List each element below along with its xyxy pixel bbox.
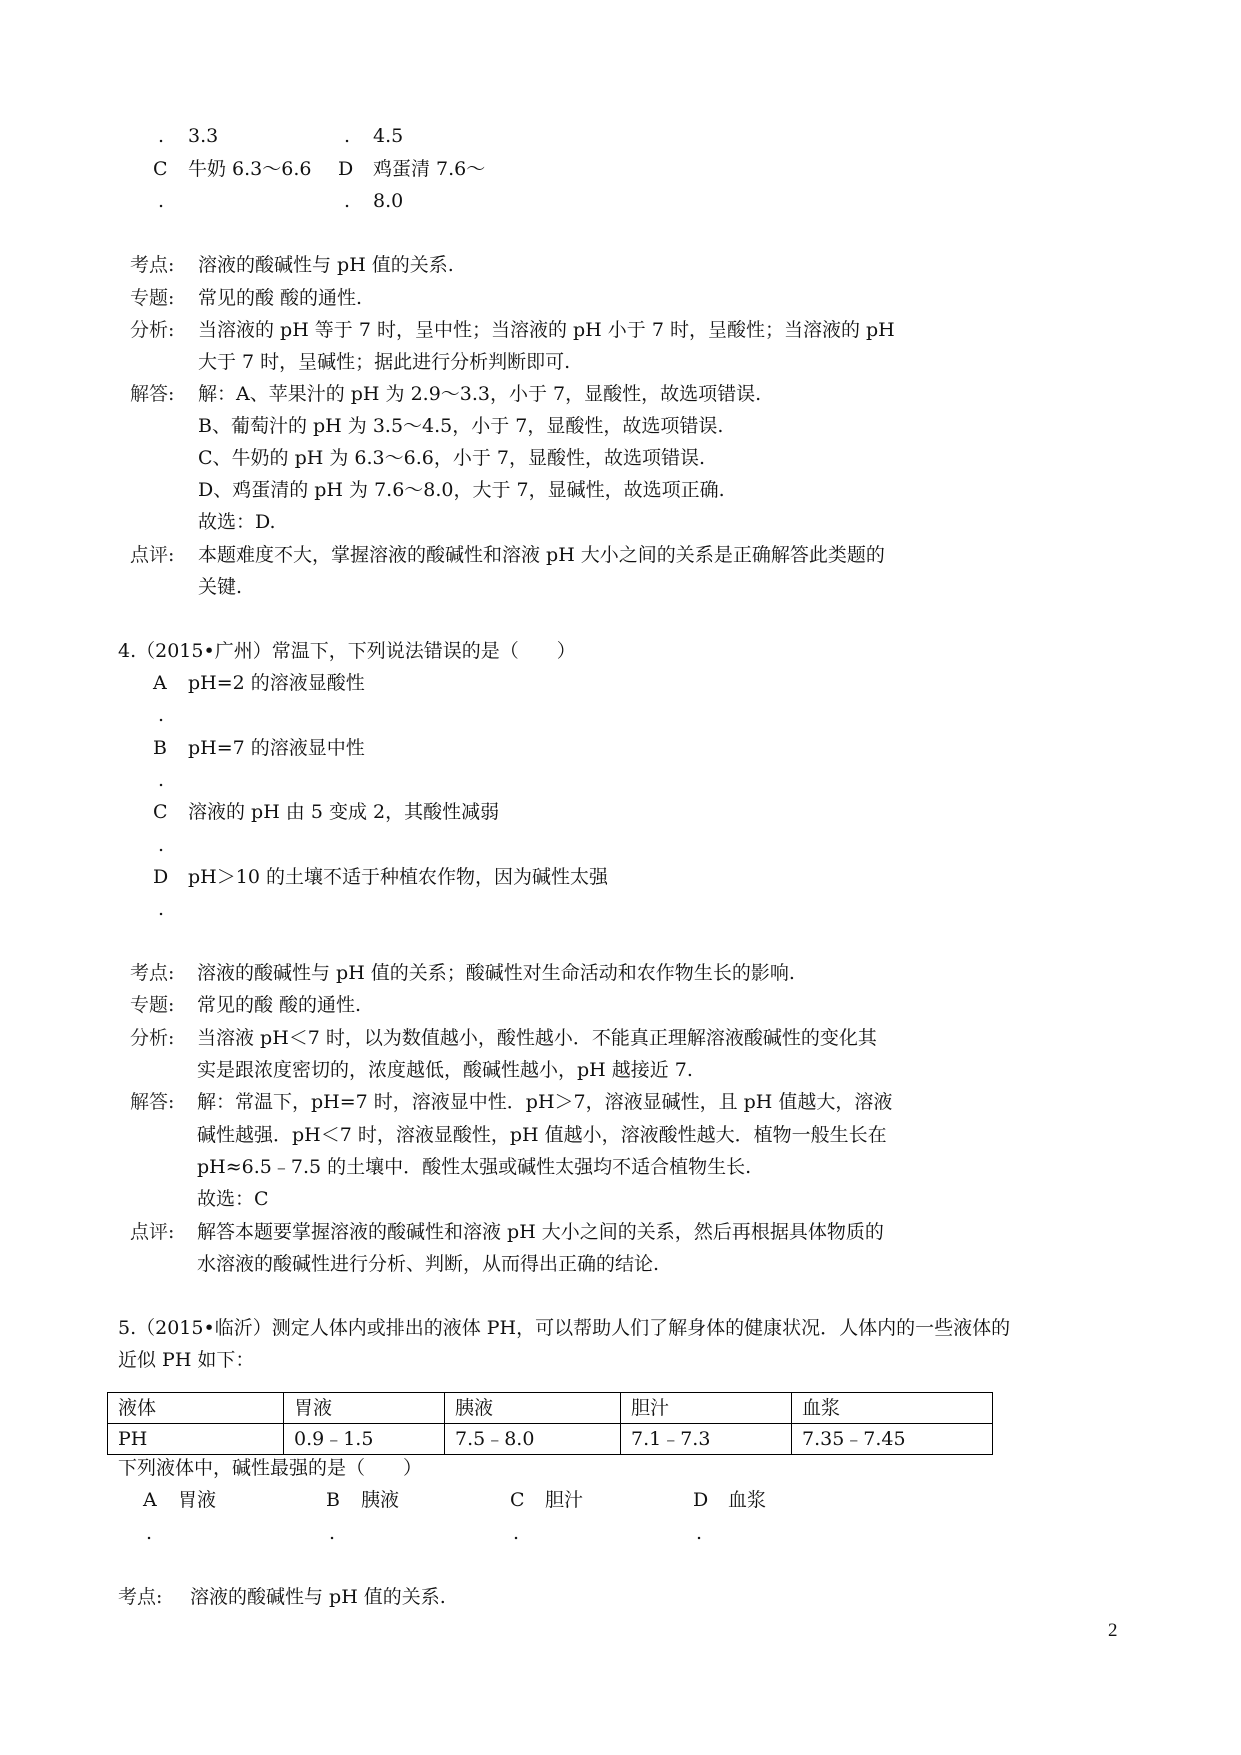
q4-jieda-label: 解答: xyxy=(130,1091,175,1113)
q5-stem-line-1: 5.（2015•临沂）测定人体内或排出的液体 PH，可以帮助人们了解身体的健康状况．人体内的一些液体的 xyxy=(118,1317,1011,1339)
table-cell: 液体 xyxy=(108,1393,284,1424)
q5-option-a-dot: . xyxy=(146,1522,153,1544)
q5-question: 下列液体中，碱性最强的是（ ） xyxy=(118,1457,423,1479)
q3-option-c-letter: C xyxy=(153,158,168,180)
q5-kaodian-label: 考点: xyxy=(118,1586,163,1608)
q3-option-d-letter: D xyxy=(338,158,354,180)
q4-zhuanti-text: 常见的酸 酸的通性. xyxy=(197,994,362,1016)
table-cell: 7.35﹣7.45 xyxy=(792,1424,993,1455)
q3-option-d-text: 鸡蛋清 7.6～ xyxy=(373,158,486,180)
q4-kaodian-text: 溶液的酸碱性与 pH 值的关系；酸碱性对生命活动和农作物生长的影响. xyxy=(197,962,795,984)
page-number: 2 xyxy=(1108,1620,1118,1641)
q5-kaodian-text: 溶液的酸碱性与 pH 值的关系. xyxy=(190,1586,446,1608)
q4-option-d-text: pH＞10 的土壤不适于种植农作物，因为碱性太强 xyxy=(188,866,608,888)
q5-option-b-letter: B xyxy=(326,1489,340,1511)
q3-option-a-value: 3.3 xyxy=(188,125,219,147)
q3-option-a-dot: . xyxy=(158,125,165,147)
q4-option-c-dot: . xyxy=(158,834,165,856)
q4-option-a-letter: A xyxy=(153,672,167,694)
q5-option-a-letter: A xyxy=(143,1489,157,1511)
q3-option-d-dot: . xyxy=(344,190,351,212)
q4-option-a-text: pH=2 的溶液显酸性 xyxy=(188,672,365,694)
table-cell: 胃液 xyxy=(284,1393,445,1424)
q3-dianping-line-2: 关键. xyxy=(198,576,243,598)
q5-option-a-text: 胃液 xyxy=(178,1489,217,1511)
q3-kaodian-text: 溶液的酸碱性与 pH 值的关系. xyxy=(198,254,454,276)
q3-jieda-line-3: C、牛奶的 pH 为 6.3～6.6，小于 7，显酸性，故选项错误. xyxy=(198,447,705,469)
q3-option-c-dot: . xyxy=(158,190,165,212)
q4-option-b-text: pH=7 的溶液显中性 xyxy=(188,737,365,759)
ph-table xyxy=(107,1392,993,1455)
table-cell: PH xyxy=(108,1424,284,1455)
q5-option-d-letter: D xyxy=(693,1489,709,1511)
q4-fenxi-line-1: 当溶液 pH＜7 时，以为数值越小，酸性越小．不能真正理解溶液酸碱性的变化其 xyxy=(197,1027,877,1049)
table-cell: 7.1﹣7.3 xyxy=(621,1424,792,1455)
q3-jieda-line-4: D、鸡蛋清的 pH 为 7.6～8.0，大于 7，显碱性，故选项正确. xyxy=(198,479,725,501)
q5-option-c-dot: . xyxy=(513,1522,520,1544)
q4-fenxi-label: 分析: xyxy=(130,1027,175,1049)
table-row xyxy=(108,1424,993,1455)
table-cell: 胰液 xyxy=(445,1393,621,1424)
q3-option-b-dot: . xyxy=(344,125,351,147)
q3-option-c-text: 牛奶 6.3～6.6 xyxy=(188,158,312,180)
q3-fenxi-label: 分析: xyxy=(130,319,175,341)
q3-dianping-line-1: 本题难度不大，掌握溶液的酸碱性和溶液 pH 大小之间的关系是正确解答此类题的 xyxy=(198,544,885,566)
q3-option-b-value: 4.5 xyxy=(373,125,404,147)
q3-option-d-value: 8.0 xyxy=(373,190,404,212)
table-cell: 7.5﹣8.0 xyxy=(445,1424,621,1455)
q3-fenxi-line-2: 大于 7 时，呈碱性；据此进行分析判断即可. xyxy=(198,351,571,373)
q4-jieda-line-4: 故选：C xyxy=(197,1188,269,1210)
q5-option-b-text: 胰液 xyxy=(361,1489,400,1511)
table-header-row xyxy=(108,1393,993,1424)
q3-dianping-label: 点评: xyxy=(130,544,175,566)
q5-option-d-text: 血浆 xyxy=(728,1489,767,1511)
q4-jieda-line-3: pH≈6.5﹣7.5 的土壤中．酸性太强或碱性太强均不适合植物生长. xyxy=(197,1156,752,1178)
q4-fenxi-line-2: 实是跟浓度密切的，浓度越低，酸碱性越小，pH 越接近 7. xyxy=(197,1059,693,1081)
q3-fenxi-line-1: 当溶液的 pH 等于 7 时，呈中性；当溶液的 pH 小于 7 时，呈酸性；当溶液的 pH xyxy=(198,319,895,341)
q4-jieda-line-1: 解：常温下，pH=7 时，溶液显中性．pH＞7，溶液显碱性，且 pH 值越大，溶液 xyxy=(197,1091,893,1113)
q4-dianping-line-2: 水溶液的酸碱性进行分析、判断，从而得出正确的结论. xyxy=(197,1253,660,1275)
q5-option-c-letter: C xyxy=(510,1489,525,1511)
q5-option-d-dot: . xyxy=(696,1522,703,1544)
q3-jieda-line-2: B、葡萄汁的 pH 为 3.5～4.5，小于 7，显酸性，故选项错误. xyxy=(198,415,724,437)
q5-option-b-dot: . xyxy=(329,1522,336,1544)
q3-zhuanti-label: 专题: xyxy=(130,287,175,309)
q4-option-b-dot: . xyxy=(158,769,165,791)
q3-kaodian-label: 考点: xyxy=(130,254,175,276)
q3-jieda-line-1: 解：A、苹果汁的 pH 为 2.9～3.3，小于 7，显酸性，故选项错误. xyxy=(198,383,762,405)
q4-jieda-line-2: 碱性越强．pH＜7 时，溶液显酸性，pH 值越小，溶液酸性越大．植物一般生长在 xyxy=(197,1124,887,1146)
q3-zhuanti-text: 常见的酸 酸的通性. xyxy=(198,287,363,309)
q4-option-a-dot: . xyxy=(158,704,165,726)
q4-kaodian-label: 考点: xyxy=(130,962,175,984)
q5-stem-line-2: 近似 PH 如下： xyxy=(118,1349,255,1371)
q4-option-b-letter: B xyxy=(153,737,167,759)
q4-dianping-label: 点评: xyxy=(130,1221,175,1243)
q4-option-c-letter: C xyxy=(153,801,168,823)
q4-option-c-text: 溶液的 pH 由 5 变成 2，其酸性减弱 xyxy=(188,801,500,823)
table-cell: 血浆 xyxy=(792,1393,993,1424)
table-cell: 胆汁 xyxy=(621,1393,792,1424)
q4-zhuanti-label: 专题: xyxy=(130,994,175,1016)
q4-option-d-letter: D xyxy=(153,866,169,888)
q4-option-d-dot: . xyxy=(158,898,165,920)
q3-jieda-label: 解答: xyxy=(130,383,175,405)
table-cell: 0.9﹣1.5 xyxy=(284,1424,445,1455)
q4-dianping-line-1: 解答本题要掌握溶液的酸碱性和溶液 pH 大小之间的关系，然后再根据具体物质的 xyxy=(197,1221,884,1243)
q4-stem: 4.（2015•广州）常温下，下列说法错误的是（ ） xyxy=(118,640,576,662)
q3-jieda-line-5: 故选：D. xyxy=(198,511,276,533)
q5-option-c-text: 胆汁 xyxy=(545,1489,584,1511)
